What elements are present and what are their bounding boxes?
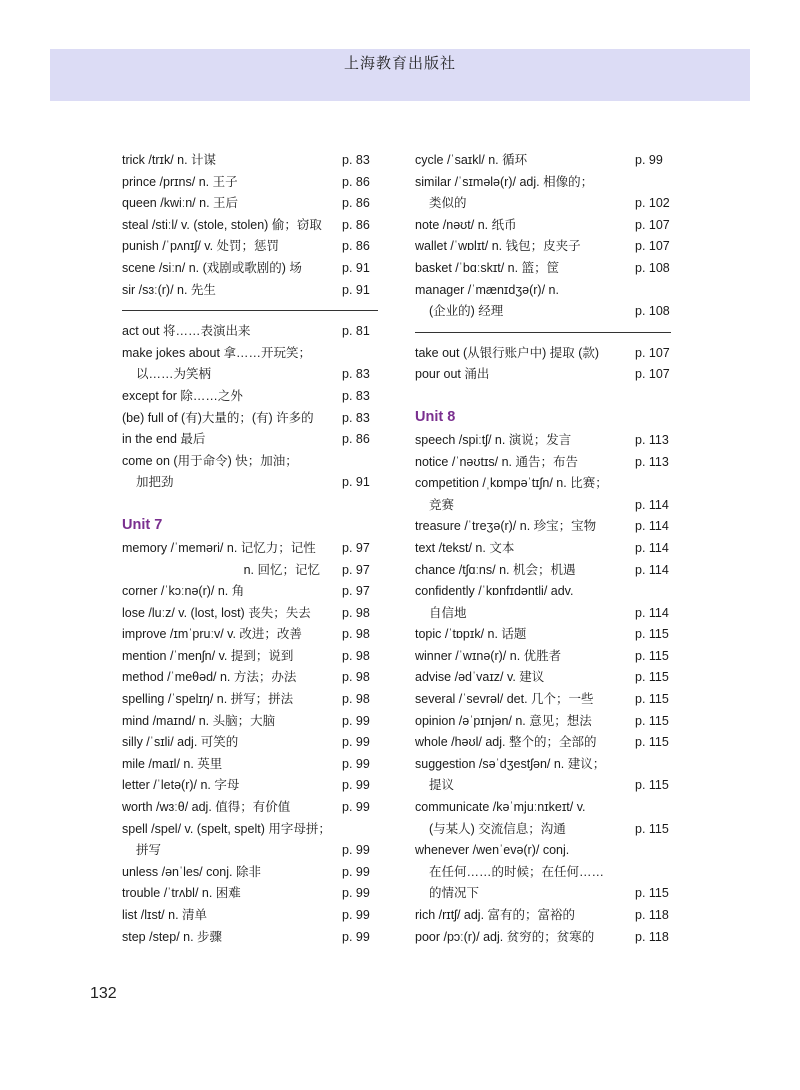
section-divider — [122, 310, 378, 311]
entry-text: suggestion /səˈdʒestʃən/ n. 建议； — [415, 756, 606, 771]
entry-page-ref: p. 114 — [635, 562, 669, 577]
glossary-entry — [122, 646, 378, 668]
entry-text: in the end 最后 — [122, 432, 206, 447]
entry-text: make jokes about 拿……开玩笑； — [122, 345, 311, 360]
entry-text: queen /kwiːn/ n. 王后 — [122, 196, 239, 211]
entry-page-ref: p. 115 — [635, 648, 669, 663]
entry-page-ref: p. 114 — [635, 519, 669, 534]
entry-page-ref: p. 115 — [635, 627, 669, 642]
entry-page-ref: p. 107 — [635, 217, 670, 232]
glossary-entry — [122, 408, 378, 430]
glossary-entry — [122, 775, 378, 797]
entry-text: several /ˈsevrəl/ det. 几个；一些 — [415, 692, 594, 707]
entry-text: improve /ɪmˈpruːv/ v. 改进；改善 — [122, 627, 302, 642]
glossary-entry — [122, 883, 378, 905]
glossary-entry — [122, 603, 378, 625]
entry-text: poor /pɔː(r)/ adj. 贫穷的；贫寒的 — [415, 929, 595, 944]
entry-page-ref: p. 91 — [342, 260, 370, 275]
glossary-entry — [122, 711, 378, 733]
entry-page-ref: p. 115 — [635, 692, 669, 707]
unit-heading: Unit 7 — [122, 516, 163, 533]
entry-page-ref: p. 83 — [342, 410, 370, 425]
entry-page-ref: p. 118 — [635, 929, 669, 944]
entry-text: come on (用于命令) 快；加油； — [122, 453, 298, 468]
glossary-entry — [415, 689, 671, 711]
entry-text: whenever /wenˈevə(r)/ conj. — [415, 843, 570, 858]
glossary-entry — [415, 473, 671, 495]
entry-text: opinion /əˈpɪnjən/ n. 意见；想法 — [415, 713, 592, 728]
publisher-name: 上海教育出版社 — [343, 55, 456, 72]
entry-page-ref: p. 97 — [342, 540, 370, 555]
entry-page-ref: p. 99 — [342, 864, 370, 879]
glossary-entry — [415, 430, 671, 452]
entry-text: method /ˈmeθəd/ n. 方法；办法 — [122, 670, 297, 685]
entry-page-ref: p. 98 — [342, 627, 370, 642]
entry-text: silly /ˈsɪli/ adj. 可笑的 — [122, 735, 239, 750]
entry-text: wallet /ˈwɒlɪt/ n. 钱包；皮夹子 — [415, 239, 581, 254]
entry-page-ref: p. 99 — [342, 843, 370, 858]
entry-page-ref: p. 107 — [635, 239, 670, 254]
glossary-entry-continuation — [415, 862, 671, 884]
glossary-entry — [122, 386, 378, 408]
glossary-entry — [415, 732, 671, 754]
glossary-entry — [122, 689, 378, 711]
glossary-entry — [122, 819, 378, 841]
entry-page-ref: p. 98 — [342, 670, 370, 685]
entry-text: speech /spiːtʃ/ n. 演说；发言 — [415, 432, 572, 447]
entry-text: trouble /ˈtrʌbl/ n. 困难 — [122, 886, 241, 901]
entry-page-ref: p. 86 — [342, 196, 370, 211]
entry-text: list /lɪst/ n. 清单 — [122, 908, 208, 922]
glossary-entry-continuation — [415, 819, 671, 841]
entry-page-ref: p. 114 — [635, 605, 669, 620]
entry-text: trick /trɪk/ n. 计谋 — [122, 153, 217, 167]
glossary-entry — [122, 667, 378, 689]
glossary-entry — [122, 797, 378, 819]
entry-text: 以……为笑柄 — [136, 367, 212, 382]
entry-text: mention /ˈmenʃn/ v. 提到；说到 — [122, 648, 294, 663]
entry-text: basket /ˈbɑːskɪt/ n. 篮；筐 — [415, 260, 560, 275]
glossary-entry — [415, 258, 671, 280]
glossary-entry-continuation — [415, 301, 671, 323]
entry-text: 类似的 — [429, 196, 467, 211]
glossary-entry — [415, 840, 671, 862]
glossary-entry — [415, 364, 671, 386]
entry-text: step /step/ n. 步骤 — [122, 929, 223, 944]
entry-page-ref: p. 115 — [635, 886, 669, 901]
entry-page-ref: p. 97 — [342, 584, 370, 599]
entry-text: 加把劲 — [136, 475, 174, 490]
entry-text: note /nəʊt/ n. 纸币 — [415, 217, 517, 232]
entry-page-ref: p. 108 — [635, 260, 670, 275]
entry-page-ref: p. 83 — [342, 388, 370, 403]
entry-page-ref: p. 83 — [342, 367, 370, 382]
entry-text: manager /ˈmænɪdʒə(r)/ n. — [415, 282, 559, 297]
entry-text: punish /ˈpʌnɪʃ/ v. 处罚；惩罚 — [122, 239, 280, 254]
glossary-entry — [122, 429, 378, 451]
entry-text: pour out 涌出 — [415, 367, 490, 382]
entry-page-ref: p. 115 — [635, 821, 669, 836]
glossary-entry — [122, 927, 378, 949]
entry-text: winner /ˈwɪnə(r)/ n. 优胜者 — [415, 648, 562, 663]
entry-page-ref: p. 107 — [635, 345, 670, 360]
glossary-entry — [122, 905, 378, 927]
glossary-entry-continuation — [415, 603, 671, 625]
glossary-entry — [415, 516, 671, 538]
entry-text: mind /maɪnd/ n. 头脑；大脑 — [122, 713, 276, 728]
entry-page-ref: p. 81 — [342, 324, 370, 339]
glossary-entry — [122, 280, 378, 302]
entry-text: 自信地 — [429, 605, 467, 620]
entry-text: lose /luːz/ v. (lost, lost) 丧失；失去 — [122, 605, 311, 620]
glossary-entry — [415, 172, 671, 194]
entry-text: notice /ˈnəʊtɪs/ n. 通告；布告 — [415, 454, 578, 469]
glossary-entry-continuation — [415, 193, 671, 215]
entry-text: corner /ˈkɔːnə(r)/ n. 角 — [122, 584, 245, 599]
entry-page-ref: p. 114 — [635, 540, 669, 555]
glossary-entry — [122, 451, 378, 473]
entry-page-ref: p. 86 — [342, 174, 370, 189]
entry-text: act out 将……表演出来 — [122, 324, 251, 339]
glossary-entry — [415, 581, 671, 603]
entry-page-ref: p. 99 — [342, 778, 370, 793]
entry-text: communicate /kəˈmjuːnɪkeɪt/ v. — [415, 800, 586, 815]
entry-page-ref: p. 99 — [342, 713, 370, 728]
entry-text: advise /ədˈvaɪz/ v. 建议 — [415, 670, 545, 685]
glossary-entry — [122, 172, 378, 194]
glossary-entry — [415, 797, 671, 819]
entry-text: prince /prɪns/ n. 王子 — [122, 174, 238, 189]
entry-page-ref: p. 113 — [635, 454, 669, 469]
entry-page-ref: p. 115 — [635, 670, 669, 685]
entry-page-ref: p. 99 — [342, 908, 370, 922]
left-column — [122, 150, 378, 948]
entry-text: scene /siːn/ n. (戏剧或歌剧的) 场 — [122, 260, 302, 275]
entry-text: 提议 — [429, 778, 455, 793]
glossary-entry-continuation — [415, 775, 671, 797]
entry-text: take out (从银行账户中) 提取 (款) — [415, 345, 600, 360]
glossary-entry — [415, 667, 671, 689]
entry-text: whole /həʊl/ adj. 整个的；全部的 — [415, 735, 597, 750]
glossary-entry — [122, 193, 378, 215]
entry-text: sir /sɜː(r)/ n. 先生 — [122, 282, 216, 297]
entry-text: 的情况下 — [429, 886, 480, 901]
entry-page-ref: p. 99 — [342, 735, 370, 750]
entry-text: 竞赛 — [429, 497, 455, 512]
entry-page-ref: p. 98 — [342, 692, 370, 707]
glossary-entry — [415, 452, 671, 474]
glossary-entry-continuation — [122, 560, 378, 582]
entry-text: similar /ˈsɪmələ(r)/ adj. 相像的； — [415, 174, 594, 189]
glossary-entry — [122, 150, 378, 172]
entry-page-ref: p. 98 — [342, 605, 370, 620]
glossary-entry-continuation — [122, 364, 378, 386]
entry-page-ref: p. 99 — [342, 756, 370, 771]
glossary-entry — [415, 646, 671, 668]
glossary-entry-continuation — [122, 840, 378, 862]
glossary-entry — [415, 711, 671, 733]
entry-page-ref: p. 99 — [342, 886, 370, 901]
glossary-entry-continuation — [415, 883, 671, 905]
glossary-entry — [415, 215, 671, 237]
entry-page-ref: p. 115 — [635, 778, 669, 793]
glossary-entry — [122, 538, 378, 560]
entry-text: confidently /ˈkɒnfɪdəntli/ adv. — [415, 584, 574, 599]
entry-text: memory /ˈmeməri/ n. 记忆力；记性 — [122, 540, 316, 555]
glossary-entry-continuation — [415, 495, 671, 517]
glossary-entry — [122, 258, 378, 280]
glossary-entry — [122, 581, 378, 603]
entry-text: steal /stiːl/ v. (stole, stolen) 偷；窃取 — [122, 217, 322, 232]
entry-page-ref: p. 115 — [635, 713, 669, 728]
entry-text: rich /rɪtʃ/ adj. 富有的；富裕的 — [415, 908, 576, 922]
glossary-entry — [415, 538, 671, 560]
entry-page-ref: p. 118 — [635, 908, 669, 922]
entry-text: except for 除……之外 — [122, 388, 243, 403]
entry-page-ref: p. 91 — [342, 475, 370, 490]
entry-page-ref: p. 97 — [342, 562, 370, 577]
glossary-entry — [415, 927, 671, 949]
publisher-header — [50, 49, 750, 101]
entry-text: letter /ˈletə(r)/ n. 字母 — [122, 778, 240, 793]
entry-text: cycle /ˈsaɪkl/ n. 循环 — [415, 153, 528, 167]
entry-text: (企业的) 经理 — [429, 304, 504, 319]
glossary-entry — [122, 321, 378, 343]
section-divider — [415, 332, 671, 333]
entry-page-ref: p. 113 — [635, 432, 669, 447]
entry-text: text /tekst/ n. 文本 — [415, 540, 515, 555]
entry-text: spelling /ˈspelɪŋ/ n. 拼写；拼法 — [122, 692, 294, 707]
entry-text: treasure /ˈtreʒə(r)/ n. 珍宝；宝物 — [415, 519, 597, 534]
glossary-entry — [122, 754, 378, 776]
entry-page-ref: p. 99 — [342, 800, 370, 815]
entry-page-ref: p. 115 — [635, 735, 669, 750]
glossary-entry — [415, 236, 671, 258]
entry-text: chance /tʃɑːns/ n. 机会；机遇 — [415, 562, 576, 577]
entry-page-ref: p. 86 — [342, 432, 370, 447]
glossary-entry — [122, 862, 378, 884]
glossary-entry-continuation — [122, 472, 378, 494]
entry-page-ref: p. 99 — [635, 153, 663, 167]
glossary-entry — [415, 624, 671, 646]
right-column — [415, 150, 671, 948]
entry-text: n. 回忆；记忆 — [243, 562, 320, 577]
entry-text: mile /maɪl/ n. 英里 — [122, 756, 223, 771]
entry-page-ref: p. 114 — [635, 497, 669, 512]
unit-heading: Unit 8 — [415, 408, 456, 425]
glossary-entry — [122, 236, 378, 258]
glossary-entry — [122, 732, 378, 754]
entry-page-ref: p. 86 — [342, 239, 370, 254]
entry-text: (与某人) 交流信息；沟通 — [429, 821, 566, 836]
glossary-entry — [415, 560, 671, 582]
glossary-entry — [415, 905, 671, 927]
entry-page-ref: p. 108 — [635, 304, 670, 319]
glossary-entry — [122, 343, 378, 365]
entry-text: competition /ˌkɒmpəˈtɪʃn/ n. 比赛； — [415, 476, 608, 491]
entry-text: 在任何……的时候；在任何…… — [429, 864, 605, 879]
entry-page-ref: p. 99 — [342, 929, 370, 944]
entry-page-ref: p. 91 — [342, 282, 370, 297]
entry-text: (be) full of (有)大量的；(有) 许多的 — [122, 410, 314, 425]
glossary-entry — [122, 215, 378, 237]
entry-text: worth /wɜːθ/ adj. 值得；有价值 — [122, 800, 291, 815]
glossary-entry — [415, 754, 671, 776]
glossary-entry — [415, 343, 671, 365]
entry-text: 拼写 — [136, 843, 162, 858]
page-number: 132 — [90, 985, 117, 1002]
entry-page-ref: p. 107 — [635, 367, 670, 382]
glossary-entry — [415, 280, 671, 302]
glossary-entry — [415, 150, 671, 172]
entry-text: unless /ənˈles/ conj. 除非 — [122, 864, 261, 879]
entry-page-ref: p. 83 — [342, 153, 370, 167]
entry-page-ref: p. 86 — [342, 217, 370, 232]
entry-page-ref: p. 98 — [342, 648, 370, 663]
glossary-entry — [122, 624, 378, 646]
entry-page-ref: p. 102 — [635, 196, 670, 211]
entry-text: topic /ˈtɒpɪk/ n. 话题 — [415, 627, 527, 642]
entry-text: spell /spel/ v. (spelt, spelt) 用字母拼； — [122, 821, 331, 836]
